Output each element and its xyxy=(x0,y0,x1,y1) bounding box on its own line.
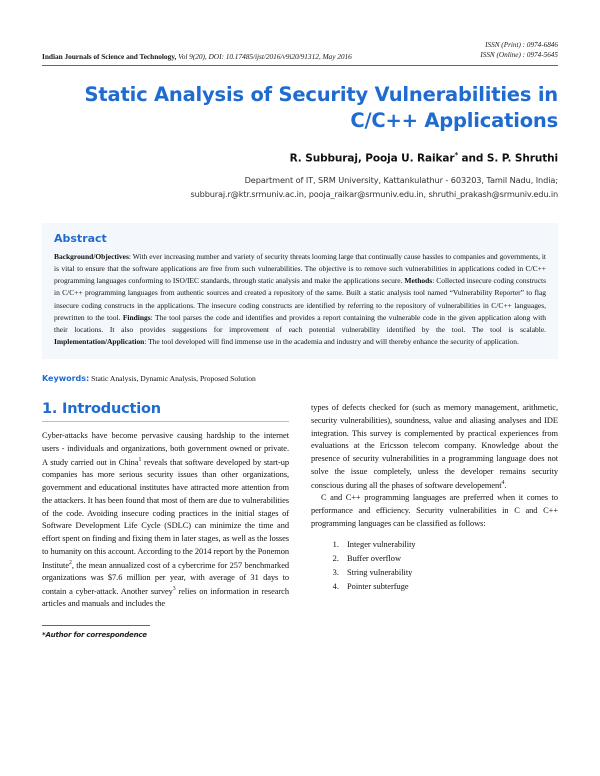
paragraph-intro-left-part2: reveals that software developed by start-up companies has more serious security issues than other organizations, government and educational institutes have attracted more attention from the attackers. It has been found that most of them are due to vulnerabilities of the code. Avoiding insecure coding practices in the initial stages of Software Development Life Cycle (SDLC) can minimize the time and effort spent on finding and fixing them in later stages, as well as the losses to humanity on this account. According to the 2014 report by the Ponemon Institute xyxy=(42,457,289,570)
paragraph-intro-right-1-end: . xyxy=(504,480,507,490)
corresponding-author-mark: * xyxy=(454,150,458,159)
list-item: 3. String vulnerability xyxy=(341,566,558,580)
paragraph-intro-right-1 xyxy=(311,402,558,492)
page-title: Static Analysis of Security Vulnerabilities in C/C++ Applications xyxy=(84,83,558,133)
paragraph-intro-left-part4: relies on information in research articles and manuals and includes the xyxy=(42,586,289,609)
list-item: 2. Buffer overflow xyxy=(341,552,558,566)
author-list xyxy=(42,151,558,165)
column-left xyxy=(42,401,289,701)
issn-online: ISSN (Online) : 0974-5645 xyxy=(480,51,558,60)
citation-ref-1: 1 xyxy=(138,456,142,463)
footnote-block xyxy=(42,625,289,639)
abstract-findings-label: Findings xyxy=(122,312,151,322)
abstract-heading: Abstract xyxy=(54,232,107,245)
author-emails: subburaj.r@ktr.srmuniv.ac.in, pooja_raikar@srmuniv.edu.in, shruthi_prakash@srmuniv.edu.in xyxy=(190,188,558,199)
keywords xyxy=(42,373,558,385)
footnote-rule xyxy=(42,625,150,626)
citation-ref-2: 2 xyxy=(69,559,72,566)
masthead xyxy=(42,40,558,63)
citation-ref-3: 3 xyxy=(172,585,176,592)
abstract-findings-text: : The tool parses the code and identifies and provides a report containing the vulnerable code in the given application along with their locations. It also provides suggestions for improvement of each potential vulnerability identified by the tool. The tool is scalable. xyxy=(54,312,546,334)
column-right xyxy=(311,401,558,701)
keywords-value: Static Analysis, Dynamic Analysis, Proposed Solution xyxy=(89,374,256,384)
body-columns xyxy=(42,401,558,701)
paragraph-intro-left xyxy=(42,430,289,611)
section-heading-introduction: 1. Introduction xyxy=(42,401,289,422)
journal-name: Indian Journals of Science and Technology, xyxy=(42,51,177,61)
keywords-label: Keywords: xyxy=(42,374,90,384)
author-names-end: and S. P. Shruthi xyxy=(458,152,558,165)
paragraph-intro-left-part3: , the mean annualized cost of a cybercrime for 257 benchmarked organizations was $7.6 million per year, with average of 31 days to contain a cyber-attack. Another survey xyxy=(42,560,289,596)
abstract-methods-text: : Collected insecure coding constructs in C/C++ programming languages from authentic sources and created a repository of the same. Built a static analysis tool named “Vulnerability Reporter” to flag insecure coding constructs in the applications. The insecure coding constructs are identified by referring to the repository of vulnerabilities in C/C++ languages, prewritten to the tool. xyxy=(54,276,547,322)
masthead-rule xyxy=(42,65,558,67)
citation-ref-4: 4 xyxy=(501,479,505,486)
abstract-methods-label: Methods xyxy=(404,276,433,286)
journal-citation xyxy=(42,52,352,61)
vulnerability-list xyxy=(311,538,558,594)
paragraph-intro-right-1-text: types of defects checked for (such as memory management, arithmetic, security vulnerabilities), soundness, value and aliasing analyses and IDE integration. This survey is complemented by practical experiences from evaluations at the Ericsson telecom company. Knowledge about the presence of security vulnerabilities in a programming language does not solve the issue completely, unless the developer remains security conscious during all the phases of software developement xyxy=(311,403,558,490)
list-item: 4. Pointer subterfuge xyxy=(341,580,558,594)
journal-volume-doi: Vol 9(20), DOI: 10.17485/ijst/2016/v9i20/91312, May 2016 xyxy=(178,51,352,61)
paragraph-intro-left-part1: Cyber-attacks have become pervasive causing hardship to the internet users - individuals and organizations, both government owned or private. A study carried out in China xyxy=(42,431,289,467)
abstract-implementation-label: Implementation/Application xyxy=(54,336,145,346)
abstract-background-text: : With ever increasing number and variety of security threats looming large that continually cause hassles to companies and governments, it is vital to ensure that the software applications are free from such vulnerabilities. The objective is to remove such vulnerabilities in applications coded in C/C++ programming languages conforming to ISO/IEC standards, through static analysis and make the applications secure. xyxy=(54,252,546,286)
issn-print: ISSN (Print) : 0974-6846 xyxy=(485,41,558,49)
list-item: 1. Integer vulnerability xyxy=(341,538,558,552)
abstract-implementation-text: : The tool developed will find immense use in the academia and industry and will thereby enhance the security of application. xyxy=(144,336,519,346)
abstract-background-label: Background/Objectives xyxy=(54,252,129,261)
affiliation: Department of IT, SRM University, Kattankulathur - 603203, Tamil Nadu, India; xyxy=(244,175,558,186)
abstract-body xyxy=(54,251,546,348)
footnote-text: *Author for correspondence xyxy=(42,631,147,640)
paragraph-intro-right-2: C and C++ programming languages are preferred when it comes to performance and efficiency. Security vulnerabilities in C and C++ programming languages can be classified as follows: xyxy=(311,493,558,528)
abstract-box xyxy=(42,223,558,359)
author-names: R. Subburaj, Pooja U. Raikar xyxy=(289,152,455,165)
issn-block xyxy=(480,40,558,61)
